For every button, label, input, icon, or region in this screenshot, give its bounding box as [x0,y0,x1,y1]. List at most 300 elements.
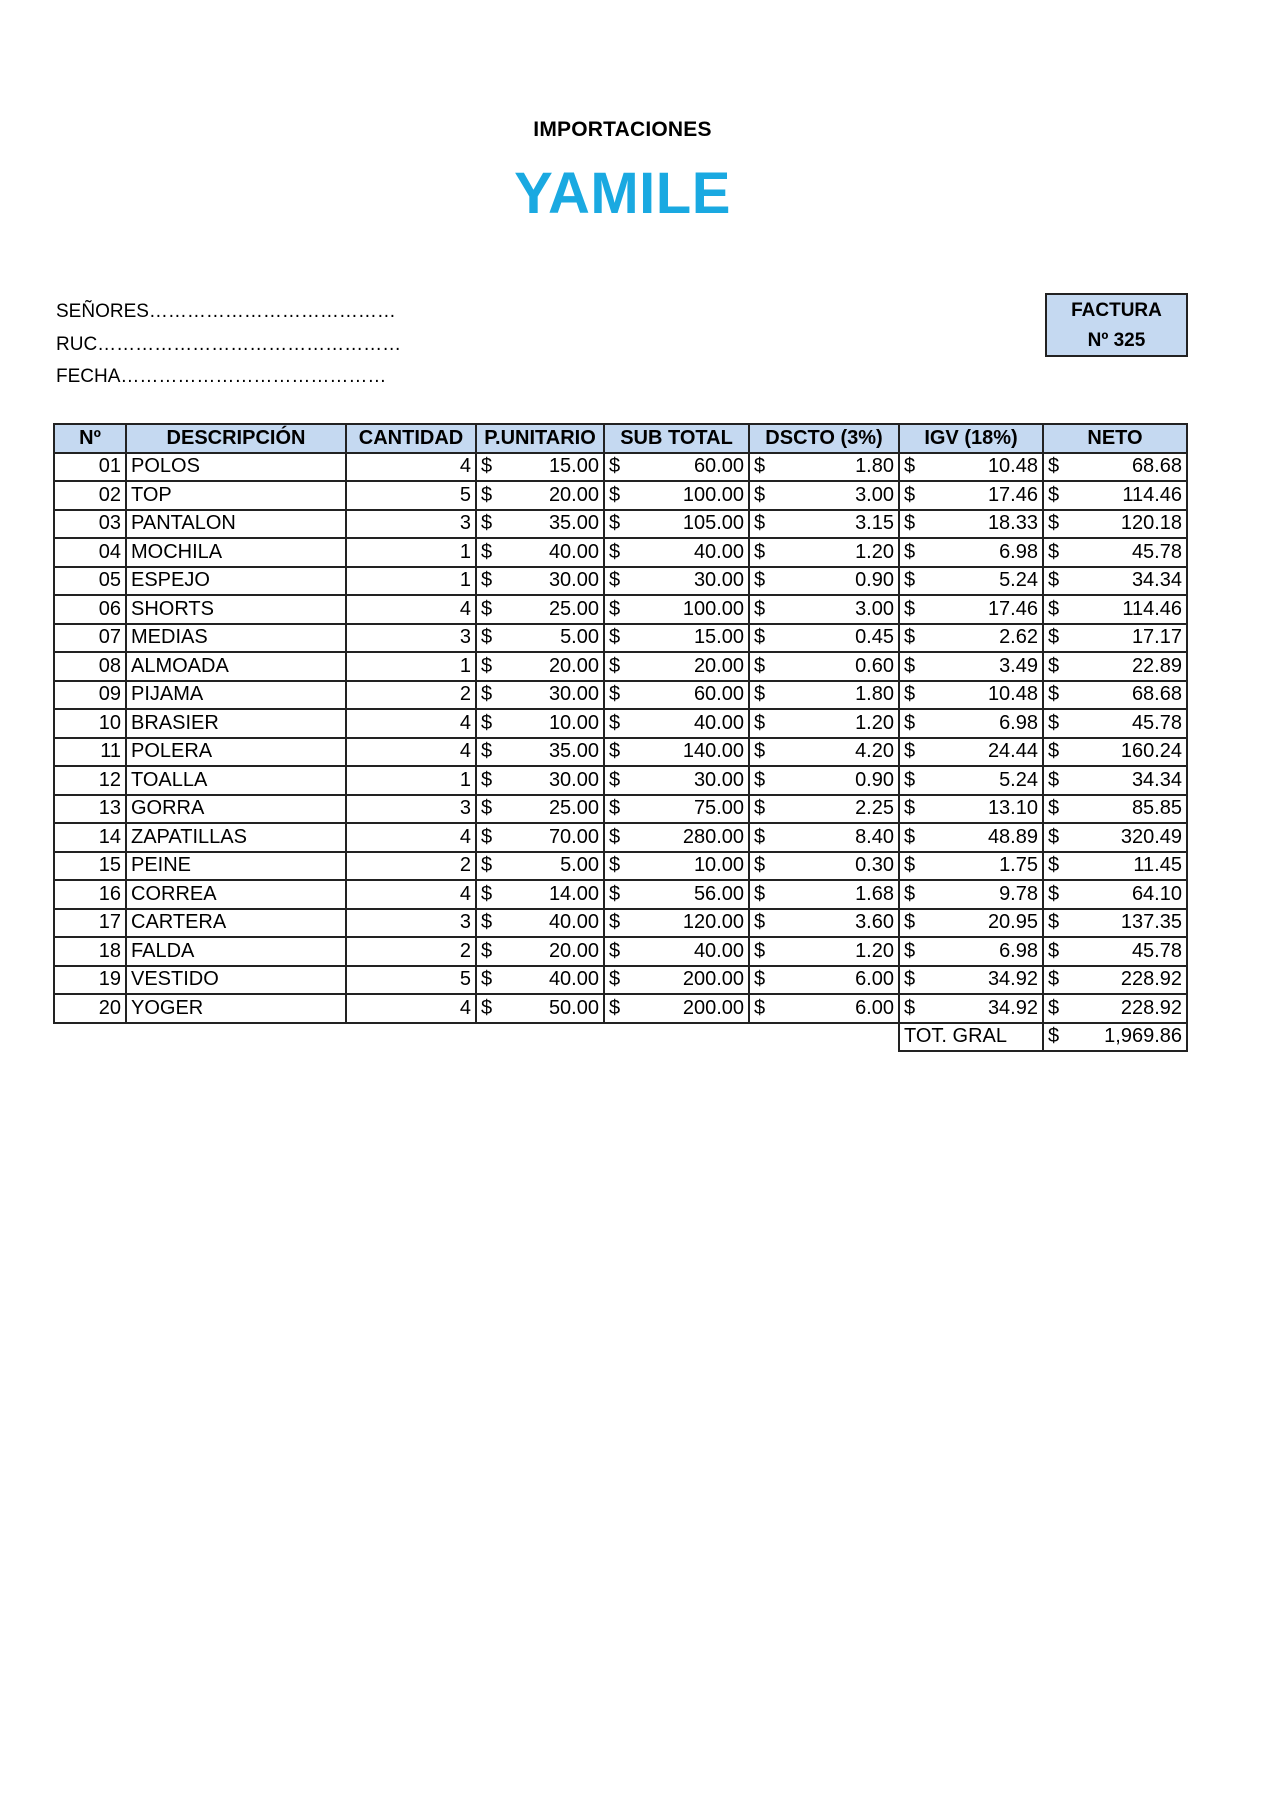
row-igv [899,795,1043,824]
row-igv [899,510,1043,539]
row-unit-price [476,709,604,738]
table-row [54,681,1187,710]
row-igv [899,766,1043,795]
row-unit-price [476,595,604,624]
row-net-value: 137.35 [1120,911,1182,934]
row-net-value: 11.45 [1133,854,1182,877]
currency-symbol: $ [904,797,916,820]
row-subtotal [604,880,749,909]
row-unit-price-value: 50.00 [548,996,599,1019]
col-header-unit-price: P.UNITARIO [476,424,604,453]
row-discount [749,567,899,596]
row-unit-price [476,994,604,1023]
currency-symbol: $ [754,597,766,620]
row-unit-price-value: 35.00 [548,740,599,763]
row-subtotal-value: 40.00 [693,939,744,962]
invoice-number-box [1045,293,1188,357]
currency-symbol: $ [481,797,493,820]
row-description: TOP [126,481,346,510]
row-net-value: 17.17 [1131,626,1182,649]
row-net-value: 120.18 [1120,512,1182,535]
currency-symbol: $ [904,683,916,706]
currency-symbol: $ [754,825,766,848]
currency-symbol: $ [481,683,493,706]
row-igv [899,624,1043,653]
row-subtotal [604,624,749,653]
row-description: CARTERA [126,909,346,938]
row-net [1043,937,1187,966]
row-description: ALMOADA [126,652,346,681]
currency-symbol: $ [904,711,916,734]
row-subtotal-value: 20.00 [693,654,744,677]
currency-symbol: $ [754,683,766,706]
row-discount [749,966,899,995]
row-net-value: 160.24 [1120,740,1182,763]
row-net [1043,567,1187,596]
row-subtotal-value: 120.00 [682,911,744,934]
table-row [54,880,1187,909]
row-discount-value: 0.90 [855,768,894,791]
row-subtotal [604,510,749,539]
row-quantity: 4 [346,880,476,909]
table-row [54,652,1187,681]
row-discount-value: 3.60 [855,911,894,934]
total-value: 1,969.86 [1104,1025,1182,1048]
currency-symbol: $ [1048,455,1060,478]
currency-symbol: $ [609,597,621,620]
currency-symbol: $ [1048,740,1060,763]
currency-symbol: $ [1048,996,1060,1019]
row-net [1043,738,1187,767]
row-net-value: 114.46 [1122,597,1182,620]
currency-symbol: $ [904,911,916,934]
currency-symbol: $ [904,626,916,649]
currency-symbol: $ [609,768,621,791]
row-quantity: 1 [346,652,476,681]
currency-symbol: $ [754,939,766,962]
row-unit-price [476,538,604,567]
row-igv [899,538,1043,567]
row-discount-value: 0.60 [855,654,894,677]
row-subtotal [604,823,749,852]
row-description: PANTALON [126,510,346,539]
row-number: 05 [54,567,126,596]
row-quantity: 4 [346,595,476,624]
row-net [1043,966,1187,995]
row-unit-price-value: 30.00 [548,569,599,592]
row-unit-price-value: 20.00 [548,654,599,677]
currency-symbol: $ [754,711,766,734]
row-net-value: 85.85 [1131,797,1182,820]
row-description: PEINE [126,852,346,881]
currency-symbol: $ [481,825,493,848]
row-discount [749,852,899,881]
row-subtotal [604,567,749,596]
row-net-value: 320.49 [1120,825,1182,848]
row-igv [899,709,1043,738]
currency-symbol: $ [754,996,766,1019]
row-discount [749,453,899,482]
row-subtotal-value: 60.00 [693,683,744,706]
currency-symbol: $ [904,996,916,1019]
row-igv-value: 10.48 [987,683,1038,706]
row-subtotal [604,966,749,995]
row-subtotal-value: 100.00 [682,597,744,620]
row-discount [749,481,899,510]
row-unit-price-value: 20.00 [548,939,599,962]
row-net-value: 45.78 [1131,540,1182,563]
row-subtotal [604,909,749,938]
row-number: 11 [54,738,126,767]
total-row [54,1023,1187,1052]
table-row [54,595,1187,624]
row-net [1043,538,1187,567]
row-net [1043,709,1187,738]
row-net-value: 34.34 [1131,569,1182,592]
currency-symbol: $ [1048,797,1060,820]
currency-symbol: $ [481,968,493,991]
row-igv-value: 2.62 [999,626,1038,649]
currency-symbol: $ [754,882,766,905]
row-igv-value: 24.44 [987,740,1038,763]
row-igv-value: 6.98 [999,540,1038,563]
row-unit-price [476,567,604,596]
table-row [54,738,1187,767]
brand-title: YAMILE [514,161,731,226]
row-discount-value: 1.20 [855,939,894,962]
row-quantity: 4 [346,994,476,1023]
currency-symbol: $ [754,768,766,791]
currency-symbol: $ [904,825,916,848]
currency-symbol: $ [904,968,916,991]
row-unit-price-value: 40.00 [548,540,599,563]
table-row [54,937,1187,966]
row-unit-price-value: 30.00 [548,683,599,706]
currency-symbol: $ [1048,654,1060,677]
row-quantity: 2 [346,937,476,966]
row-discount [749,795,899,824]
row-number: 06 [54,595,126,624]
table-row [54,567,1187,596]
row-subtotal-value: 15.00 [693,626,744,649]
row-igv-value: 34.92 [987,968,1038,991]
row-quantity: 4 [346,823,476,852]
row-net [1043,652,1187,681]
row-description: MOCHILA [126,538,346,567]
invoice-table [53,423,1188,1052]
row-igv [899,909,1043,938]
row-igv [899,852,1043,881]
row-subtotal-value: 56.00 [693,882,744,905]
total-spacer [54,1023,899,1052]
row-subtotal [604,994,749,1023]
table-row [54,966,1187,995]
row-subtotal-value: 10.00 [693,854,744,877]
row-number: 08 [54,652,126,681]
fecha-field: FECHA…………………………………… [56,366,387,387]
senores-field: SEÑORES………………………………… [56,301,396,322]
row-subtotal [604,795,749,824]
row-subtotal-value: 30.00 [693,569,744,592]
row-subtotal [604,538,749,567]
currency-symbol: $ [904,483,916,506]
row-discount-value: 1.20 [855,540,894,563]
table-row [54,823,1187,852]
row-number: 20 [54,994,126,1023]
row-igv [899,823,1043,852]
currency-symbol: $ [754,483,766,506]
currency-symbol: $ [754,455,766,478]
table-row [54,538,1187,567]
row-quantity: 4 [346,709,476,738]
row-discount-value: 3.00 [855,483,894,506]
row-igv-value: 1.75 [999,854,1038,877]
table-header-row [54,424,1187,453]
row-number: 07 [54,624,126,653]
currency-symbol: $ [1048,825,1060,848]
col-header-subtotal: SUB TOTAL [604,424,749,453]
row-net [1043,880,1187,909]
currency-symbol: $ [481,911,493,934]
currency-symbol: $ [904,540,916,563]
client-info [56,296,401,394]
row-subtotal-value: 280.00 [682,825,744,848]
table-row [54,909,1187,938]
col-header-net: NETO [1043,424,1187,453]
row-discount-value: 8.40 [855,825,894,848]
currency-symbol: $ [904,768,916,791]
row-unit-price [476,880,604,909]
row-subtotal [604,681,749,710]
row-subtotal [604,652,749,681]
row-unit-price [476,766,604,795]
row-description: FALDA [126,937,346,966]
row-igv-value: 6.98 [999,711,1038,734]
row-discount [749,681,899,710]
currency-symbol: $ [754,968,766,991]
row-subtotal-value: 200.00 [682,968,744,991]
col-header-igv: IGV (18%) [899,424,1043,453]
row-unit-price [476,510,604,539]
row-quantity: 5 [346,966,476,995]
currency-symbol: $ [481,483,493,506]
row-number: 04 [54,538,126,567]
row-igv-value: 3.49 [999,654,1038,677]
row-discount [749,766,899,795]
row-igv-value: 34.92 [987,996,1038,1019]
row-number: 18 [54,937,126,966]
currency-symbol: $ [609,797,621,820]
currency-symbol: $ [609,740,621,763]
row-number: 19 [54,966,126,995]
currency-symbol: $ [609,540,621,563]
row-net [1043,453,1187,482]
currency-symbol: $ [904,512,916,535]
row-quantity: 5 [346,481,476,510]
row-discount [749,937,899,966]
currency-symbol: $ [481,540,493,563]
row-subtotal-value: 75.00 [693,797,744,820]
currency-symbol: $ [481,882,493,905]
currency-symbol: $ [609,825,621,848]
row-igv [899,937,1043,966]
currency-symbol: $ [609,483,621,506]
currency-symbol: $ [609,996,621,1019]
currency-symbol: $ [481,512,493,535]
row-number: 13 [54,795,126,824]
row-subtotal-value: 100.00 [682,483,744,506]
row-discount-value: 2.25 [855,797,894,820]
currency-symbol: $ [609,626,621,649]
currency-symbol: $ [1048,569,1060,592]
row-subtotal [604,453,749,482]
row-quantity: 2 [346,852,476,881]
total-value-cell [1043,1023,1187,1052]
row-number: 03 [54,510,126,539]
row-unit-price-value: 40.00 [548,968,599,991]
row-quantity: 3 [346,624,476,653]
currency-symbol: $ [481,597,493,620]
row-net-value: 68.68 [1131,683,1182,706]
row-discount [749,994,899,1023]
row-net [1043,481,1187,510]
currency-symbol: $ [609,569,621,592]
row-number: 01 [54,453,126,482]
currency-symbol: $ [1048,854,1060,877]
currency-symbol: $ [754,569,766,592]
row-quantity: 1 [346,538,476,567]
row-quantity: 3 [346,795,476,824]
currency-symbol: $ [481,740,493,763]
row-net [1043,624,1187,653]
row-discount [749,538,899,567]
currency-symbol: $ [904,939,916,962]
currency-symbol: $ [904,597,916,620]
row-subtotal-value: 40.00 [693,540,744,563]
currency-symbol: $ [904,854,916,877]
currency-symbol: $ [904,455,916,478]
row-description: YOGER [126,994,346,1023]
row-unit-price-value: 14.00 [548,882,599,905]
row-description: BRASIER [126,709,346,738]
currency-symbol: $ [1048,597,1060,620]
row-unit-price [476,909,604,938]
currency-symbol: $ [1048,911,1060,934]
currency-symbol: $ [481,939,493,962]
row-unit-price-value: 25.00 [548,797,599,820]
row-igv-value: 13.10 [987,797,1038,820]
currency-symbol: $ [904,569,916,592]
row-number: 14 [54,823,126,852]
row-number: 10 [54,709,126,738]
row-unit-price [476,823,604,852]
row-net-value: 228.92 [1120,968,1182,991]
row-discount [749,823,899,852]
row-subtotal [604,595,749,624]
row-net-value: 228.92 [1120,996,1182,1019]
currency-symbol: $ [1048,483,1060,506]
row-number: 02 [54,481,126,510]
table-row [54,709,1187,738]
row-unit-price-value: 40.00 [548,911,599,934]
currency-symbol: $ [481,996,493,1019]
row-net [1043,852,1187,881]
row-unit-price [476,852,604,881]
currency-symbol: $ [481,711,493,734]
row-number: 12 [54,766,126,795]
row-net [1043,994,1187,1023]
row-discount-value: 6.00 [855,996,894,1019]
row-subtotal [604,481,749,510]
row-unit-price [476,453,604,482]
invoice-number: Nº 325 [1087,330,1146,351]
table-row [54,795,1187,824]
row-igv [899,681,1043,710]
row-description: POLERA [126,738,346,767]
row-subtotal [604,709,749,738]
currency-symbol: $ [609,882,621,905]
row-discount-value: 3.00 [855,597,894,620]
col-header-discount: DSCTO (3%) [749,424,899,453]
row-discount-value: 6.00 [855,968,894,991]
row-unit-price-value: 35.00 [548,512,599,535]
row-quantity: 3 [346,510,476,539]
currency-symbol: $ [609,711,621,734]
table-row [54,453,1187,482]
row-quantity: 3 [346,909,476,938]
table-row [54,481,1187,510]
company-subtitle: IMPORTACIONES [533,118,712,141]
row-discount-value: 0.30 [855,854,894,877]
row-net [1043,909,1187,938]
row-description: CORREA [126,880,346,909]
row-subtotal [604,852,749,881]
row-number: 09 [54,681,126,710]
row-unit-price-value: 10.00 [548,711,599,734]
row-net [1043,766,1187,795]
row-igv-value: 18.33 [987,512,1038,535]
row-description: MEDIAS [126,624,346,653]
currency-symbol: $ [609,968,621,991]
currency-symbol: $ [1048,768,1060,791]
table-row [54,994,1187,1023]
row-unit-price [476,652,604,681]
row-igv-value: 6.98 [999,939,1038,962]
currency-symbol: $ [1048,540,1060,563]
row-igv [899,880,1043,909]
row-unit-price [476,681,604,710]
row-net [1043,795,1187,824]
currency-symbol: $ [904,882,916,905]
row-unit-price-value: 20.00 [548,483,599,506]
row-igv [899,652,1043,681]
row-igv-value: 20.95 [987,911,1038,934]
row-subtotal-value: 60.00 [693,455,744,478]
row-unit-price [476,937,604,966]
row-discount [749,880,899,909]
row-subtotal-value: 105.00 [682,512,744,535]
currency-symbol: $ [754,797,766,820]
row-subtotal-value: 40.00 [693,711,744,734]
row-subtotal-value: 200.00 [682,996,744,1019]
currency-symbol: $ [754,512,766,535]
table-row [54,766,1187,795]
row-discount-value: 4.20 [855,740,894,763]
currency-symbol: $ [481,455,493,478]
row-discount-value: 1.20 [855,711,894,734]
currency-symbol: $ [1048,939,1060,962]
row-net-value: 34.34 [1131,768,1182,791]
